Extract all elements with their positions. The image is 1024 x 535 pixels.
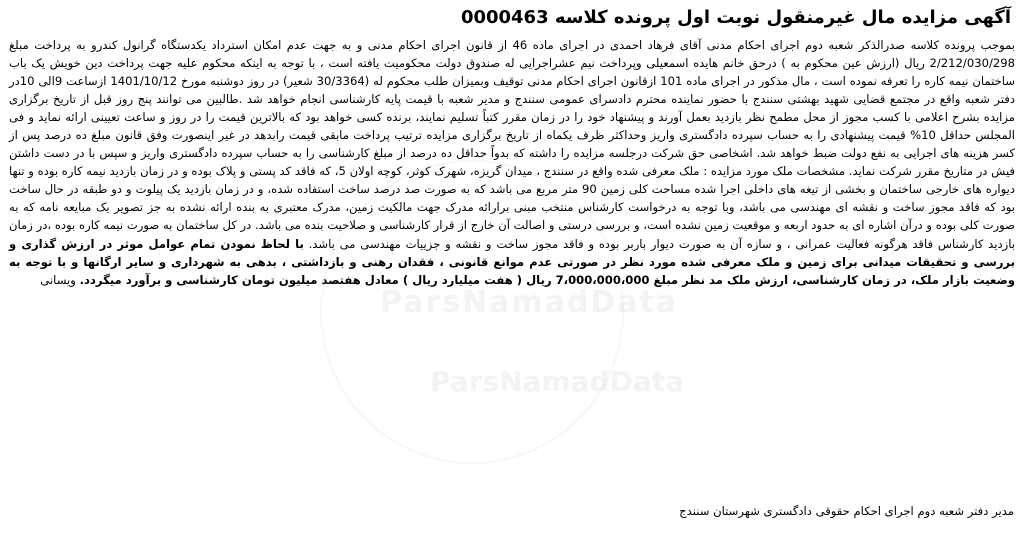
notice-title: آگهی مزایده مال غیرمنقول نوبت اول پرونده کلاسه 0000463 xyxy=(460,7,1011,28)
notice-body-bold: با لحاظ نمودن تمام عوامل موثر در ارزش گذاری و بررسی و تحقیقات میدانی برای زمین و ملک معرفی شده مورد نظر در صورتی عدم موانع قانونی ، فقدان رهنی و بازداشتی ، بدهی به شهرداری و سایر ارگانها و با توجه به وضعیت بازار ملک، در زمان کارشناسی، ارزش ملک مد نظر مبلغ 7،000،000،000 ریال ( هفت میلیارد ریال ) معادل هفتصد میلیون تومان کارشناسی و برآورد میگردد. xyxy=(9,236,1015,287)
notice-body-trailing: ویسانی xyxy=(40,272,76,287)
notice-signature-line: مدیر دفتر شعبه دوم اجرای احکام حقوقی دادگستری شهرستان سنندج xyxy=(679,504,1014,518)
watermark-logo-text-secondary: ParsNamadData xyxy=(430,365,684,398)
watermark-logo-text: ParsNamadData xyxy=(380,285,679,320)
notice-body-regular: بموجب پرونده کلاسه صدرالذکر شعبه دوم اجرای احکام مدنی آقای فرهاد احمدی در اجرای ماده 46 از قانون اجرای احکام مدنی و به جهت عدم امکان استرداد یکدستگاه گرانول کندرو به پرداخت مبلغ 2/212/030/298 ریال (ارزش عین محکوم به ) درحق خانم هایده اسمعیلی وپرداخت نیم عشراجرایی له صندوق دولت محکومیت یافته است ، با توجه به اینکه محکوم علیه جهت پرداخت دین خویش یک باب ساختمان نیمه کاره را تعرفه نموده است ، مال مذکور در اجرای ماده 101 ازقانون اجرای احکام مدنی توقیف وبمیزان طلب محکوم له (30/3364 شعیر) در روز دوشنبه مورخ 1401/10/12 ازساعت 9الی 10در دفتر شعبه واقع در مجتمع قضایی شهید بهشتی سنندج با حضور نماینده محترم دادسرای عمومی سنندج و مدیر شعبه با قیمت پایه کارشناسی انجام خواهد شد .طالبین می توانند پنج روز قبل از تاریخ برگزاری مزایده بشرح اعلامی با کسب مجوز از محل مطمح نظر بازدید بعمل آورند و پیشنهاد خود را در زمان مقرر کتباً تسلیم نمایند، برنده کسی خواهد بود که بالاترین قیمت را در روز و ساعت تعیینی ارائه نماید و فی المجلس حداقل 10% قیمت پیشنهادی را به حساب سپرده دادگستری واریز وحداکثر ظرف یکماه از تاریخ برگزاری مزایده ترتیب پرداخت مابقی قیمت رابدهد در غیر اینصورت وفق قانون مبلغ ده درصد پس از کسر هزینه های اجرایی به نفع دولت ضبط خواهد شد. اشخاصی حق شرکت درجلسه مزایده را داشته که بدواً حداقل ده درصد از مبلغ کارشناسی را به حساب سپرده دادگستری واریز و سپس با در دست داشتن فیش در متاریخ مقرر شرکت نماید. مشخصات ملک مورد مزایده : ملک معرفی شده واقع در سنندج ، میدان گریزه، شهرک کوثر، کوچه اولان 5، که فاقد کد پستی و پلاک بوده و در زمان بازدید نیمه کاره بوده و تنها دیواره های خارجی ساختمان و بخشی از تیغه های داخلی اجرا شده مساحت کلی زمین 90 متر مربع می باشد که به صورت صد درصد ساخت استفاده شده، و در زمان بازدید یک پیلوت و دو طبقه در حال ساخت بود که فاقد مجوز ساخت و نقشه ای مهندسی می باشد، وبا توجه به درخواست کارشناس منتخب مبنی برارائه مدرک جهت مالکیت زمین، مدرک معتبری به بنده ارائه نشده به جز تصویر یک مبایعه نامه که به صورت کلی بوده و درآن اشاره ای به حدود اربعه و موقعیت زمین نشده است، و بررسی درستی و اصالت آن خارج از قرار کارشناسی و صلاحیت بنده می باشد. در کل ساختمان به صورت نیمه کاره بوده ،در زمان بازدید کارشناس فاقد هرگونه فعالیت عمرانی ، و سازه آن به صورت دیوار باربر بوده و فاقد مجوز ساخت و نقشه و جزییات مهندسی می باشد. xyxy=(9,38,1015,251)
notice-body xyxy=(9,36,1015,289)
